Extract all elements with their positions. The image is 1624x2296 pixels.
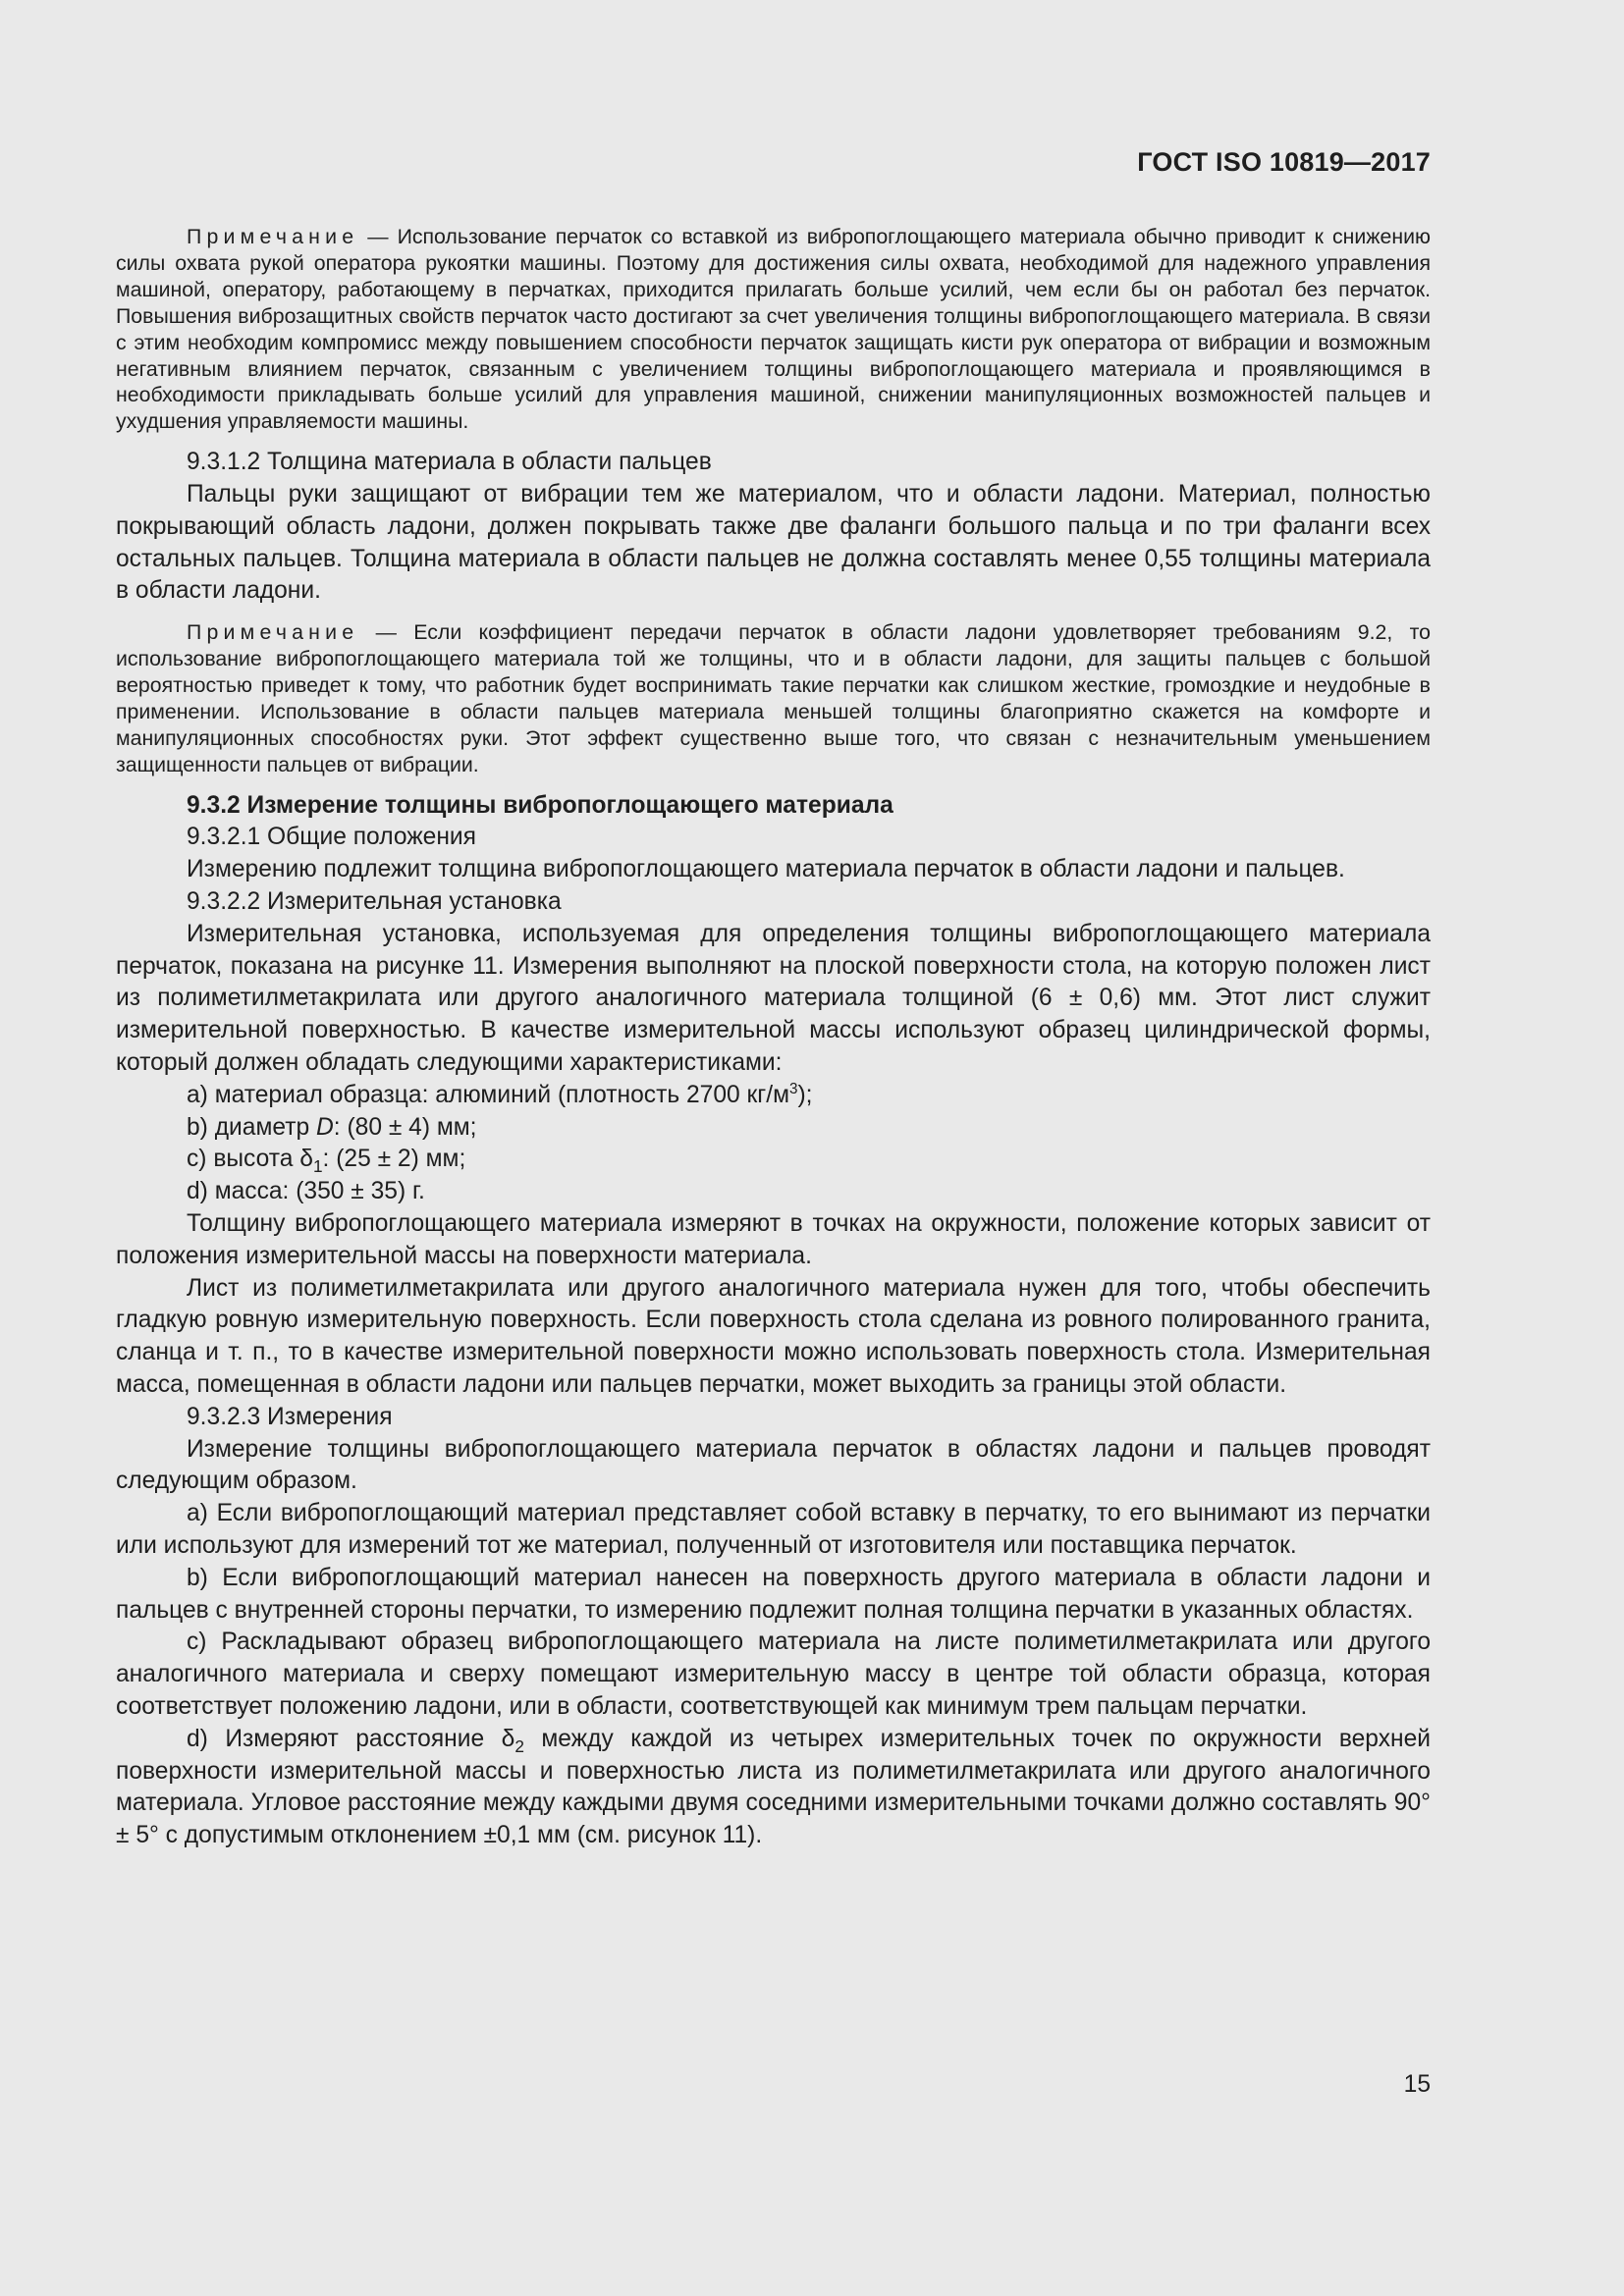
procedure-step: c) Раскладывают образец вибропоглощающего материала на листе полиметилметакрилата или другого аналогичного материала и сверху помещают измерительную массу в центре той области образца, которая соответствует положению ладони, или в области, соответствующей как минимум трем пальцам перчатки. (116, 1629, 1431, 1720)
document-header: ГОСТ ISO 10819—2017 (1137, 147, 1431, 177)
body-paragraph: Пальцы руки защищают от вибрации тем же материалом, что и области ладони. Материал, полностью покрывающий область ладони, должен покрывать также две фаланги большого пальца и по три фаланги всех остальных пальцев. Толщина материала в области пальцев не должна составлять менее 0,55 толщины материала в области ладони. (116, 481, 1431, 605)
list-item: b) диаметр D: (80 ± 4) мм; (187, 1113, 477, 1141)
list-item: c) высота $\delta_1$: (25 ± 2) мм; (187, 1146, 466, 1177)
note-text: — Если коэффициент передачи перчаток в области ладони удовлетворяет требованиям 9.2, то использование вибропоглощающего материала той же толщины, что и в области ладони, для защиты пальцев с большой вероятностью приведет к тому, что работник будет воспринимать такие перчатки как слишком жесткие, громоздкие и неудобные в применении. Использование в области пальцев материала меньшей толщины благоприятно скажется на комфорте и манипуляционных способностях руки. Этот эффект существенно выше того, что связан с незначительным уменьшением защищенности пальцев от вибрации. (116, 620, 1431, 776)
note-label: Примечание (187, 225, 359, 248)
note-paragraph (116, 224, 1431, 435)
note-text: — Использование перчаток со вставкой из вибропоглощающего материала обычно приводит к снижению силы охвата рукой оператора рукоятки машины. Поэтому для достижения силы охвата, необходимой для надежного управления машиной, оператору, работающему в перчатках, приходится прилагать больше усилий, чем если бы он работал без перчаток. Повышения виброзащитных свойств перчаток часто достигают за счет увеличения толщины вибропоглощающего материала. В связи с этим необходим компромисс между повышением способности перчаток защищать кисти рук оператора от вибрации и возможным негативным влиянием перчаток, связанным с увеличением толщины вибропоглощающего материала и проявляющимся в необходимости прикладывать больше усилий для управления машиной, снижении манипуляционных возможностей пальцев и ухудшения управляемости машины. (116, 225, 1431, 434)
document-body (116, 224, 1431, 1852)
procedure-step: b) Если вибропоглощающий материал нанесен на поверхность другого материала в области ладони и пальцев с внутренней стороны перчатки, то измерению подлежит полная толщина перчатки в указанных областях. (116, 1564, 1431, 1624)
list-item: а) материал образца: алюминий (плотность 2700 $кг/м^3$); (187, 1080, 813, 1108)
note-label: Примечание (187, 620, 359, 645)
note-paragraph (116, 619, 1431, 777)
body-paragraph: Измерительная установка, используемая для определения толщины вибропоглощающего материала перчаток, показана на рисунке 11. Измерения выполняют на плоской поверхности стола, на которую положен лист из полиметилметакрилата или другого аналогичного материала толщиной (6 ± 0,6) мм. Этот лист служит измерительной поверхностью. В качестве измерительной массы используют образец цилиндрической формы, который должен обладать следующими характеристиками: (116, 920, 1431, 1077)
procedure-step: d) Измеряют расстояние $\delta_2$ между каждой из четырех измерительных точек по окружности верхней поверхности измерительной массы и поверхностью листа из полиметилметакрилата или другого аналогичного материала. Угловое расстояние между каждыми двумя соседними измерительными точками должно составлять 90° ± 5° с допустимым отклонением ±0,1 мм (см. рисунок 11). (116, 1725, 1431, 1849)
body-paragraph: Лист из полиметилметакрилата или другого аналогичного материала нужен для того, чтобы обеспечить гладкую ровную измерительную поверхность. Если поверхность стола сделана из ровного полированного гранита, сланца и т. п., то в качестве измерительной поверхности можно использовать поверхность стола. Измерительная масса, помещенная в области ладони или пальцев перчатки, может выходить за границы этой области. (116, 1274, 1431, 1399)
page-number: 15 (1403, 2071, 1431, 2098)
characteristics-list (116, 1080, 1431, 1208)
section-heading: 9.3.2 Измерение толщины вибропоглощающего материала (187, 791, 893, 819)
section-heading: 9.3.1.2 Толщина материала в области пальцев (187, 449, 712, 476)
list-item: d) масса: (350 ± 35) г. (187, 1178, 425, 1205)
body-paragraph: Измерению подлежит толщина вибропоглощающего материала перчаток в области ладони и пальцев. (187, 856, 1345, 883)
procedure-step: а) Если вибропоглощающий материал представляет собой вставку в перчатку, то его вынимают из перчатки или используют для измерений тот же материал, полученный от изготовителя или поставщика перчаток. (116, 1500, 1431, 1559)
body-paragraph: Измерение толщины вибропоглощающего материала перчаток в областях ладони и пальцев проводят следующим образом. (116, 1435, 1431, 1495)
subsection-heading: 9.3.2.1 Общие положения (187, 824, 476, 851)
subsection-heading: 9.3.2.2 Измерительная установка (187, 888, 562, 916)
subsection-heading: 9.3.2.3 Измерения (187, 1403, 393, 1430)
body-paragraph: Толщину вибропоглощающего материала измеряют в точках на окружности, положение которых зависит от положения измерительной массы на поверхности материала. (116, 1210, 1431, 1269)
